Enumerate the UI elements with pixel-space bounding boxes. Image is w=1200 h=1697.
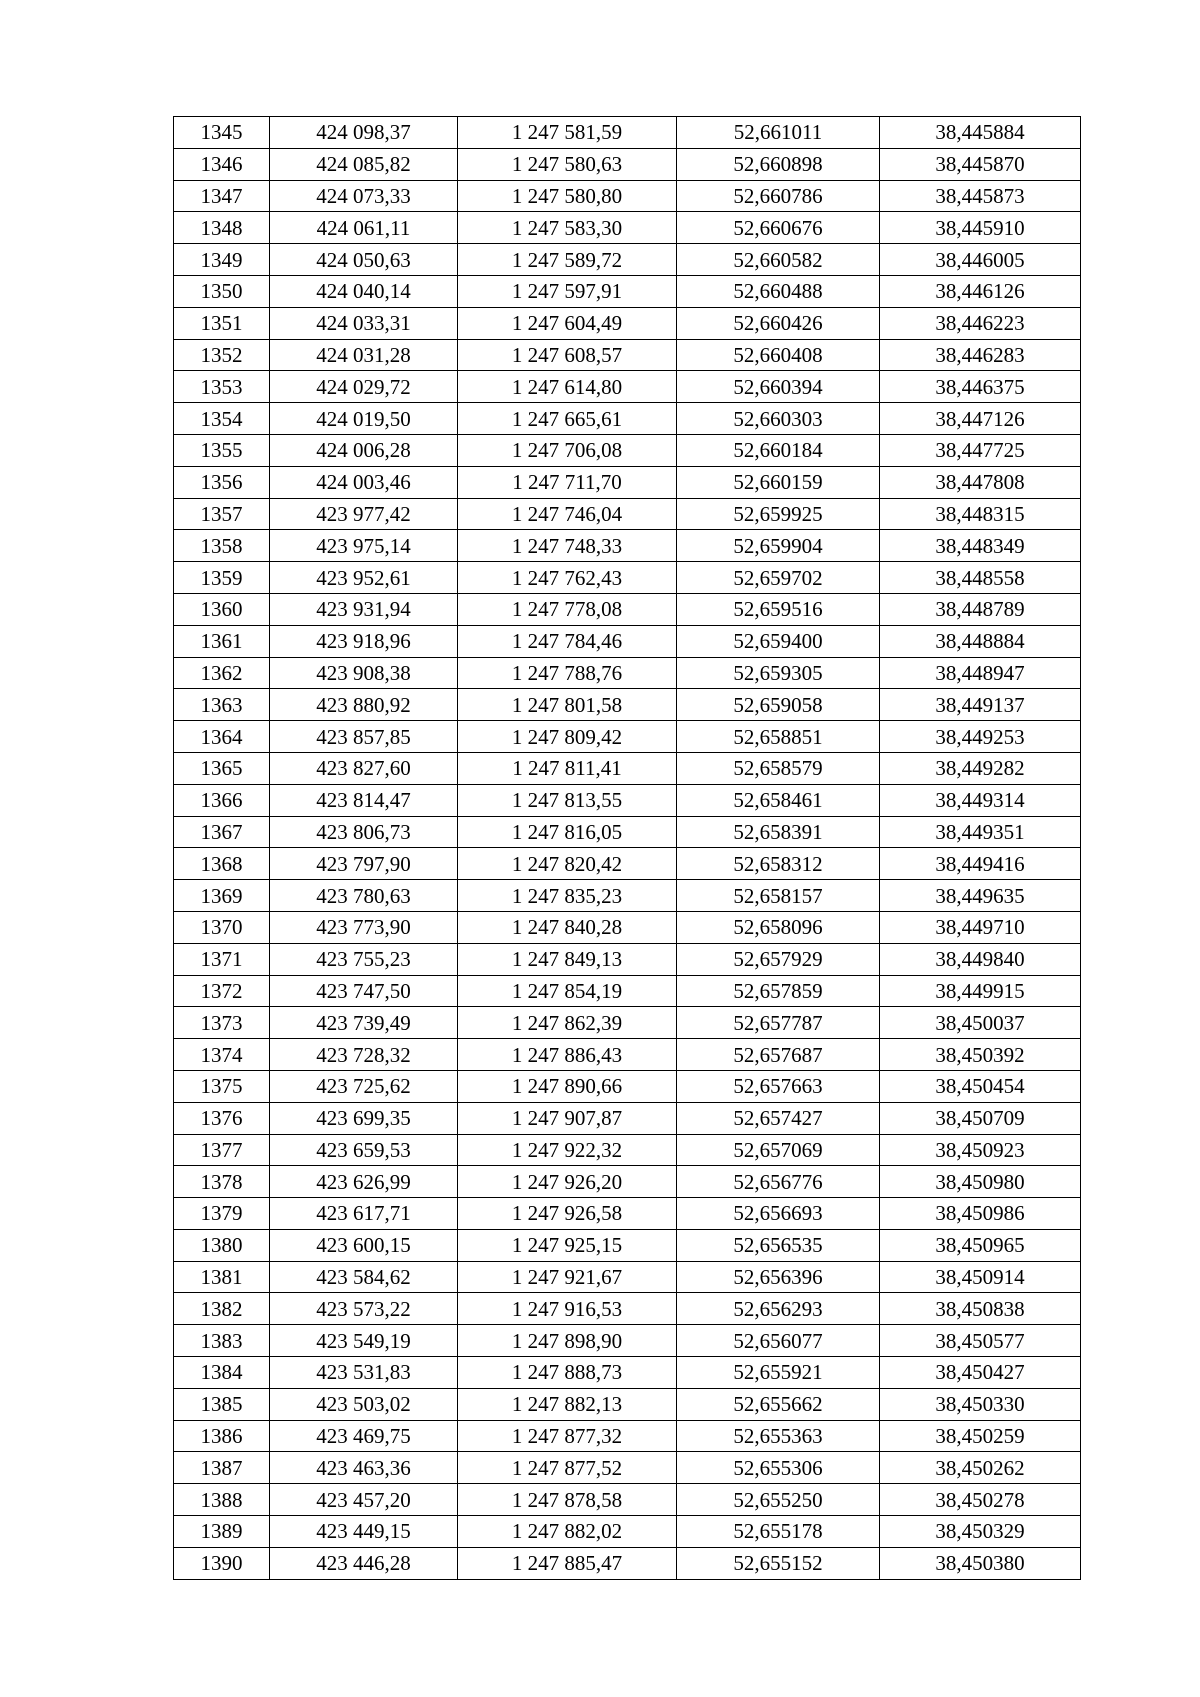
y-coordinate-cell: 1 247 925,15 (458, 1229, 677, 1261)
longitude-cell: 38,450914 (880, 1261, 1081, 1293)
latitude-cell: 52,660582 (677, 244, 880, 276)
table-row (174, 752, 1081, 784)
table-row (174, 180, 1081, 212)
point-number-cell: 1390 (174, 1547, 270, 1579)
table-row (174, 975, 1081, 1007)
point-number-cell: 1379 (174, 1198, 270, 1230)
point-number-cell: 1388 (174, 1484, 270, 1516)
point-number-cell: 1352 (174, 339, 270, 371)
longitude-cell: 38,446126 (880, 275, 1081, 307)
coordinates-table-body (174, 117, 1081, 1580)
y-coordinate-cell: 1 247 877,52 (458, 1452, 677, 1484)
x-coordinate-cell: 423 773,90 (270, 911, 458, 943)
x-coordinate-cell: 423 975,14 (270, 530, 458, 562)
y-coordinate-cell: 1 247 788,76 (458, 657, 677, 689)
y-coordinate-cell: 1 247 926,58 (458, 1198, 677, 1230)
point-number-cell: 1372 (174, 975, 270, 1007)
longitude-cell: 38,449282 (880, 752, 1081, 784)
point-number-cell: 1374 (174, 1039, 270, 1071)
latitude-cell: 52,656077 (677, 1325, 880, 1357)
y-coordinate-cell: 1 247 748,33 (458, 530, 677, 562)
x-coordinate-cell: 423 755,23 (270, 943, 458, 975)
x-coordinate-cell: 424 031,28 (270, 339, 458, 371)
longitude-cell: 38,446005 (880, 244, 1081, 276)
y-coordinate-cell: 1 247 926,20 (458, 1166, 677, 1198)
y-coordinate-cell: 1 247 784,46 (458, 625, 677, 657)
latitude-cell: 52,659516 (677, 593, 880, 625)
latitude-cell: 52,659400 (677, 625, 880, 657)
latitude-cell: 52,655152 (677, 1547, 880, 1579)
point-number-cell: 1377 (174, 1134, 270, 1166)
longitude-cell: 38,448349 (880, 530, 1081, 562)
x-coordinate-cell: 423 446,28 (270, 1547, 458, 1579)
point-number-cell: 1389 (174, 1516, 270, 1548)
latitude-cell: 52,655250 (677, 1484, 880, 1516)
point-number-cell: 1355 (174, 434, 270, 466)
x-coordinate-cell: 423 918,96 (270, 625, 458, 657)
point-number-cell: 1387 (174, 1452, 270, 1484)
x-coordinate-cell: 423 728,32 (270, 1039, 458, 1071)
y-coordinate-cell: 1 247 580,80 (458, 180, 677, 212)
point-number-cell: 1375 (174, 1070, 270, 1102)
y-coordinate-cell: 1 247 614,80 (458, 371, 677, 403)
longitude-cell: 38,449253 (880, 721, 1081, 753)
y-coordinate-cell: 1 247 581,59 (458, 117, 677, 149)
table-row (174, 466, 1081, 498)
longitude-cell: 38,445884 (880, 117, 1081, 149)
y-coordinate-cell: 1 247 813,55 (458, 784, 677, 816)
x-coordinate-cell: 423 931,94 (270, 593, 458, 625)
longitude-cell: 38,450278 (880, 1484, 1081, 1516)
table-row (174, 1007, 1081, 1039)
latitude-cell: 52,660676 (677, 212, 880, 244)
latitude-cell: 52,657687 (677, 1039, 880, 1071)
table-row (174, 1388, 1081, 1420)
latitude-cell: 52,656535 (677, 1229, 880, 1261)
y-coordinate-cell: 1 247 882,13 (458, 1388, 677, 1420)
table-row (174, 689, 1081, 721)
latitude-cell: 52,658312 (677, 848, 880, 880)
y-coordinate-cell: 1 247 589,72 (458, 244, 677, 276)
point-number-cell: 1353 (174, 371, 270, 403)
latitude-cell: 52,660394 (677, 371, 880, 403)
y-coordinate-cell: 1 247 854,19 (458, 975, 677, 1007)
longitude-cell: 38,450329 (880, 1516, 1081, 1548)
latitude-cell: 52,655363 (677, 1420, 880, 1452)
y-coordinate-cell: 1 247 604,49 (458, 307, 677, 339)
y-coordinate-cell: 1 247 921,67 (458, 1261, 677, 1293)
x-coordinate-cell: 423 584,62 (270, 1261, 458, 1293)
latitude-cell: 52,660426 (677, 307, 880, 339)
x-coordinate-cell: 423 952,61 (270, 562, 458, 594)
x-coordinate-cell: 423 503,02 (270, 1388, 458, 1420)
table-row (174, 1516, 1081, 1548)
x-coordinate-cell: 423 457,20 (270, 1484, 458, 1516)
longitude-cell: 38,446283 (880, 339, 1081, 371)
point-number-cell: 1356 (174, 466, 270, 498)
longitude-cell: 38,446375 (880, 371, 1081, 403)
y-coordinate-cell: 1 247 811,41 (458, 752, 677, 784)
point-number-cell: 1361 (174, 625, 270, 657)
point-number-cell: 1359 (174, 562, 270, 594)
table-row (174, 1420, 1081, 1452)
x-coordinate-cell: 424 085,82 (270, 148, 458, 180)
longitude-cell: 38,448947 (880, 657, 1081, 689)
x-coordinate-cell: 423 469,75 (270, 1420, 458, 1452)
y-coordinate-cell: 1 247 762,43 (458, 562, 677, 594)
table-row (174, 880, 1081, 912)
x-coordinate-cell: 423 463,36 (270, 1452, 458, 1484)
latitude-cell: 52,657787 (677, 1007, 880, 1039)
table-row (174, 1293, 1081, 1325)
longitude-cell: 38,450262 (880, 1452, 1081, 1484)
table-row (174, 244, 1081, 276)
latitude-cell: 52,659702 (677, 562, 880, 594)
table-row (174, 1452, 1081, 1484)
y-coordinate-cell: 1 247 597,91 (458, 275, 677, 307)
point-number-cell: 1385 (174, 1388, 270, 1420)
latitude-cell: 52,655178 (677, 1516, 880, 1548)
x-coordinate-cell: 423 797,90 (270, 848, 458, 880)
latitude-cell: 52,658096 (677, 911, 880, 943)
point-number-cell: 1384 (174, 1357, 270, 1389)
table-row (174, 275, 1081, 307)
table-row (174, 911, 1081, 943)
x-coordinate-cell: 423 725,62 (270, 1070, 458, 1102)
table-row (174, 1357, 1081, 1389)
longitude-cell: 38,450392 (880, 1039, 1081, 1071)
point-number-cell: 1362 (174, 657, 270, 689)
longitude-cell: 38,450454 (880, 1070, 1081, 1102)
y-coordinate-cell: 1 247 608,57 (458, 339, 677, 371)
x-coordinate-cell: 424 003,46 (270, 466, 458, 498)
point-number-cell: 1369 (174, 880, 270, 912)
latitude-cell: 52,655662 (677, 1388, 880, 1420)
table-row (174, 784, 1081, 816)
longitude-cell: 38,450380 (880, 1547, 1081, 1579)
latitude-cell: 52,658391 (677, 816, 880, 848)
y-coordinate-cell: 1 247 898,90 (458, 1325, 677, 1357)
table-row (174, 1325, 1081, 1357)
table-row (174, 148, 1081, 180)
latitude-cell: 52,660408 (677, 339, 880, 371)
latitude-cell: 52,659925 (677, 498, 880, 530)
longitude-cell: 38,448884 (880, 625, 1081, 657)
y-coordinate-cell: 1 247 877,32 (458, 1420, 677, 1452)
latitude-cell: 52,660184 (677, 434, 880, 466)
point-number-cell: 1357 (174, 498, 270, 530)
x-coordinate-cell: 423 699,35 (270, 1102, 458, 1134)
longitude-cell: 38,447725 (880, 434, 1081, 466)
longitude-cell: 38,449351 (880, 816, 1081, 848)
longitude-cell: 38,447126 (880, 403, 1081, 435)
y-coordinate-cell: 1 247 746,04 (458, 498, 677, 530)
latitude-cell: 52,657859 (677, 975, 880, 1007)
longitude-cell: 38,446223 (880, 307, 1081, 339)
x-coordinate-cell: 423 857,85 (270, 721, 458, 753)
latitude-cell: 52,657069 (677, 1134, 880, 1166)
table-row (174, 117, 1081, 149)
longitude-cell: 38,449840 (880, 943, 1081, 975)
x-coordinate-cell: 424 073,33 (270, 180, 458, 212)
latitude-cell: 52,656293 (677, 1293, 880, 1325)
x-coordinate-cell: 423 573,22 (270, 1293, 458, 1325)
longitude-cell: 38,450037 (880, 1007, 1081, 1039)
y-coordinate-cell: 1 247 801,58 (458, 689, 677, 721)
table-row (174, 1198, 1081, 1230)
latitude-cell: 52,658851 (677, 721, 880, 753)
point-number-cell: 1373 (174, 1007, 270, 1039)
point-number-cell: 1345 (174, 117, 270, 149)
table-row (174, 339, 1081, 371)
longitude-cell: 38,449416 (880, 848, 1081, 880)
point-number-cell: 1386 (174, 1420, 270, 1452)
point-number-cell: 1367 (174, 816, 270, 848)
longitude-cell: 38,448315 (880, 498, 1081, 530)
latitude-cell: 52,657663 (677, 1070, 880, 1102)
longitude-cell: 38,448789 (880, 593, 1081, 625)
latitude-cell: 52,660159 (677, 466, 880, 498)
y-coordinate-cell: 1 247 840,28 (458, 911, 677, 943)
y-coordinate-cell: 1 247 907,87 (458, 1102, 677, 1134)
x-coordinate-cell: 424 061,11 (270, 212, 458, 244)
point-number-cell: 1380 (174, 1229, 270, 1261)
point-number-cell: 1358 (174, 530, 270, 562)
x-coordinate-cell: 423 747,50 (270, 975, 458, 1007)
point-number-cell: 1364 (174, 721, 270, 753)
point-number-cell: 1349 (174, 244, 270, 276)
point-number-cell: 1354 (174, 403, 270, 435)
point-number-cell: 1381 (174, 1261, 270, 1293)
longitude-cell: 38,449137 (880, 689, 1081, 721)
x-coordinate-cell: 423 827,60 (270, 752, 458, 784)
longitude-cell: 38,448558 (880, 562, 1081, 594)
y-coordinate-cell: 1 247 665,61 (458, 403, 677, 435)
y-coordinate-cell: 1 247 882,02 (458, 1516, 677, 1548)
point-number-cell: 1382 (174, 1293, 270, 1325)
y-coordinate-cell: 1 247 885,47 (458, 1547, 677, 1579)
table-row (174, 1102, 1081, 1134)
x-coordinate-cell: 423 449,15 (270, 1516, 458, 1548)
y-coordinate-cell: 1 247 820,42 (458, 848, 677, 880)
point-number-cell: 1376 (174, 1102, 270, 1134)
latitude-cell: 52,658579 (677, 752, 880, 784)
x-coordinate-cell: 423 617,71 (270, 1198, 458, 1230)
latitude-cell: 52,656693 (677, 1198, 880, 1230)
table-row (174, 498, 1081, 530)
y-coordinate-cell: 1 247 890,66 (458, 1070, 677, 1102)
point-number-cell: 1368 (174, 848, 270, 880)
point-number-cell: 1370 (174, 911, 270, 943)
y-coordinate-cell: 1 247 583,30 (458, 212, 677, 244)
point-number-cell: 1383 (174, 1325, 270, 1357)
longitude-cell: 38,450259 (880, 1420, 1081, 1452)
point-number-cell: 1363 (174, 689, 270, 721)
longitude-cell: 38,450965 (880, 1229, 1081, 1261)
point-number-cell: 1346 (174, 148, 270, 180)
table-row (174, 307, 1081, 339)
x-coordinate-cell: 423 739,49 (270, 1007, 458, 1039)
y-coordinate-cell: 1 247 888,73 (458, 1357, 677, 1389)
latitude-cell: 52,660786 (677, 180, 880, 212)
y-coordinate-cell: 1 247 816,05 (458, 816, 677, 848)
longitude-cell: 38,450330 (880, 1388, 1081, 1420)
latitude-cell: 52,660303 (677, 403, 880, 435)
x-coordinate-cell: 423 626,99 (270, 1166, 458, 1198)
longitude-cell: 38,449915 (880, 975, 1081, 1007)
table-row (174, 1166, 1081, 1198)
latitude-cell: 52,657929 (677, 943, 880, 975)
table-row (174, 530, 1081, 562)
table-row (174, 1261, 1081, 1293)
latitude-cell: 52,655921 (677, 1357, 880, 1389)
point-number-cell: 1350 (174, 275, 270, 307)
y-coordinate-cell: 1 247 916,53 (458, 1293, 677, 1325)
latitude-cell: 52,659904 (677, 530, 880, 562)
table-row (174, 625, 1081, 657)
x-coordinate-cell: 423 880,92 (270, 689, 458, 721)
point-number-cell: 1351 (174, 307, 270, 339)
longitude-cell: 38,450427 (880, 1357, 1081, 1389)
y-coordinate-cell: 1 247 809,42 (458, 721, 677, 753)
x-coordinate-cell: 423 531,83 (270, 1357, 458, 1389)
coordinates-table (173, 116, 1081, 1580)
y-coordinate-cell: 1 247 778,08 (458, 593, 677, 625)
point-number-cell: 1365 (174, 752, 270, 784)
table-row (174, 1134, 1081, 1166)
latitude-cell: 52,658461 (677, 784, 880, 816)
latitude-cell: 52,656776 (677, 1166, 880, 1198)
latitude-cell: 52,661011 (677, 117, 880, 149)
x-coordinate-cell: 423 780,63 (270, 880, 458, 912)
longitude-cell: 38,450577 (880, 1325, 1081, 1357)
point-number-cell: 1360 (174, 593, 270, 625)
latitude-cell: 52,655306 (677, 1452, 880, 1484)
longitude-cell: 38,450923 (880, 1134, 1081, 1166)
longitude-cell: 38,450986 (880, 1198, 1081, 1230)
longitude-cell: 38,445910 (880, 212, 1081, 244)
y-coordinate-cell: 1 247 580,63 (458, 148, 677, 180)
table-row (174, 1039, 1081, 1071)
table-row (174, 1484, 1081, 1516)
longitude-cell: 38,447808 (880, 466, 1081, 498)
table-row (174, 593, 1081, 625)
y-coordinate-cell: 1 247 849,13 (458, 943, 677, 975)
y-coordinate-cell: 1 247 878,58 (458, 1484, 677, 1516)
table-row (174, 816, 1081, 848)
longitude-cell: 38,449314 (880, 784, 1081, 816)
x-coordinate-cell: 423 908,38 (270, 657, 458, 689)
point-number-cell: 1366 (174, 784, 270, 816)
y-coordinate-cell: 1 247 706,08 (458, 434, 677, 466)
y-coordinate-cell: 1 247 922,32 (458, 1134, 677, 1166)
table-row (174, 1229, 1081, 1261)
x-coordinate-cell: 423 977,42 (270, 498, 458, 530)
x-coordinate-cell: 424 006,28 (270, 434, 458, 466)
table-row (174, 434, 1081, 466)
y-coordinate-cell: 1 247 711,70 (458, 466, 677, 498)
x-coordinate-cell: 424 033,31 (270, 307, 458, 339)
point-number-cell: 1378 (174, 1166, 270, 1198)
longitude-cell: 38,450709 (880, 1102, 1081, 1134)
point-number-cell: 1371 (174, 943, 270, 975)
table-row (174, 848, 1081, 880)
latitude-cell: 52,658157 (677, 880, 880, 912)
x-coordinate-cell: 424 050,63 (270, 244, 458, 276)
longitude-cell: 38,449635 (880, 880, 1081, 912)
latitude-cell: 52,659305 (677, 657, 880, 689)
longitude-cell: 38,445873 (880, 180, 1081, 212)
x-coordinate-cell: 423 814,47 (270, 784, 458, 816)
latitude-cell: 52,659058 (677, 689, 880, 721)
latitude-cell: 52,660488 (677, 275, 880, 307)
y-coordinate-cell: 1 247 862,39 (458, 1007, 677, 1039)
longitude-cell: 38,450838 (880, 1293, 1081, 1325)
x-coordinate-cell: 424 040,14 (270, 275, 458, 307)
x-coordinate-cell: 424 098,37 (270, 117, 458, 149)
x-coordinate-cell: 423 659,53 (270, 1134, 458, 1166)
table-row (174, 562, 1081, 594)
latitude-cell: 52,657427 (677, 1102, 880, 1134)
longitude-cell: 38,449710 (880, 911, 1081, 943)
latitude-cell: 52,656396 (677, 1261, 880, 1293)
x-coordinate-cell: 423 549,19 (270, 1325, 458, 1357)
table-row (174, 657, 1081, 689)
y-coordinate-cell: 1 247 835,23 (458, 880, 677, 912)
longitude-cell: 38,445870 (880, 148, 1081, 180)
x-coordinate-cell: 424 019,50 (270, 403, 458, 435)
table-row (174, 212, 1081, 244)
x-coordinate-cell: 423 806,73 (270, 816, 458, 848)
table-row (174, 943, 1081, 975)
table-row (174, 1547, 1081, 1579)
x-coordinate-cell: 424 029,72 (270, 371, 458, 403)
table-row (174, 371, 1081, 403)
point-number-cell: 1347 (174, 180, 270, 212)
table-row (174, 403, 1081, 435)
latitude-cell: 52,660898 (677, 148, 880, 180)
table-row (174, 1070, 1081, 1102)
longitude-cell: 38,450980 (880, 1166, 1081, 1198)
y-coordinate-cell: 1 247 886,43 (458, 1039, 677, 1071)
table-row (174, 721, 1081, 753)
x-coordinate-cell: 423 600,15 (270, 1229, 458, 1261)
point-number-cell: 1348 (174, 212, 270, 244)
